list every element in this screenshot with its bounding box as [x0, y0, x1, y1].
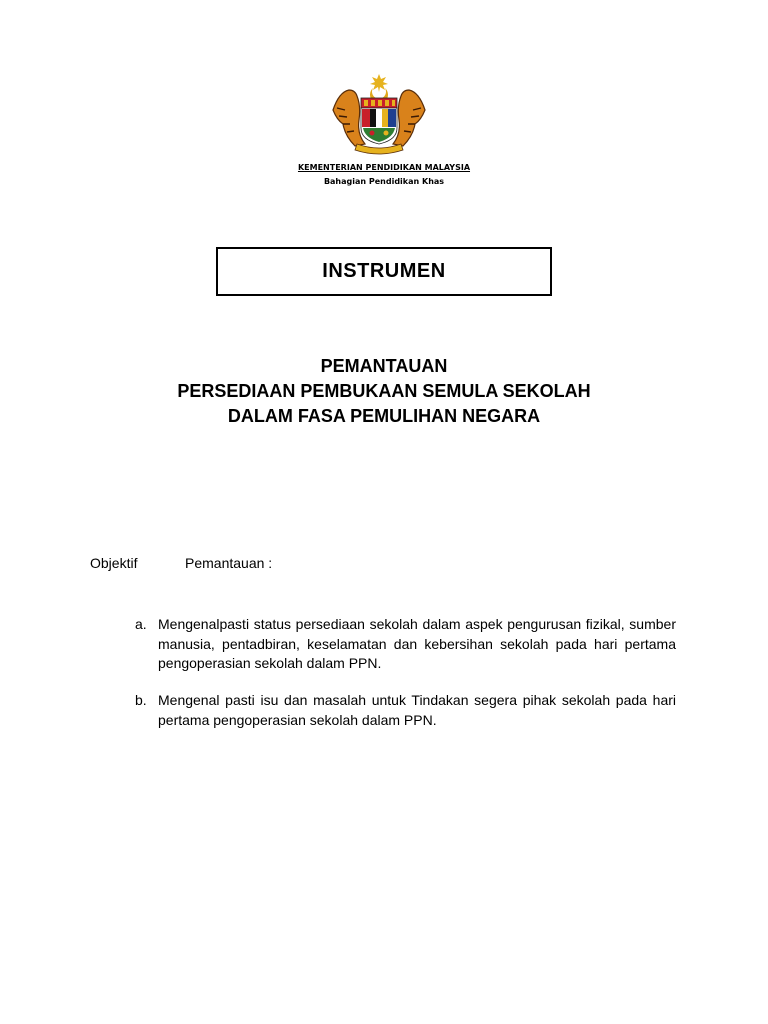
heading-line-2: PERSEDIAAN PEMBUKAAN SEMULA SEKOLAH	[177, 381, 591, 401]
list-item-marker: a.	[135, 616, 147, 632]
malaysia-coat-of-arms-icon	[327, 72, 431, 156]
instrument-title-box	[216, 247, 552, 296]
list-item-text: Mengenalpasti status persediaan sekolah dalam aspek pengurusan fizikal, sumber manusia, pentadbiran, keselamatan dan kebersihan sekolah pada hari pertama pengoperasian sekolah dalam PPN.	[158, 616, 676, 671]
list-item	[135, 691, 676, 730]
list-item	[135, 615, 676, 674]
instrument-title: INSTRUMEN	[322, 260, 446, 282]
objective-value: Pemantauan :	[185, 555, 273, 571]
objective-label: Objektif	[90, 555, 138, 571]
division-name: Bahagian Pendidikan Khas	[323, 177, 445, 186]
list-item-text: Mengenal pasti isu dan masalah untuk Tindakan segera pihak sekolah pada hari pertama pengoperasian sekolah dalam PPN.	[158, 692, 676, 728]
ministry-name: KEMENTERIAN PENDIDIKAN MALAYSIA	[297, 163, 471, 172]
heading-line-1: PEMANTAUAN	[320, 356, 448, 376]
list-item-marker: b.	[135, 692, 147, 708]
heading-line-3: DALAM FASA PEMULIHAN NEGARA	[227, 406, 541, 426]
